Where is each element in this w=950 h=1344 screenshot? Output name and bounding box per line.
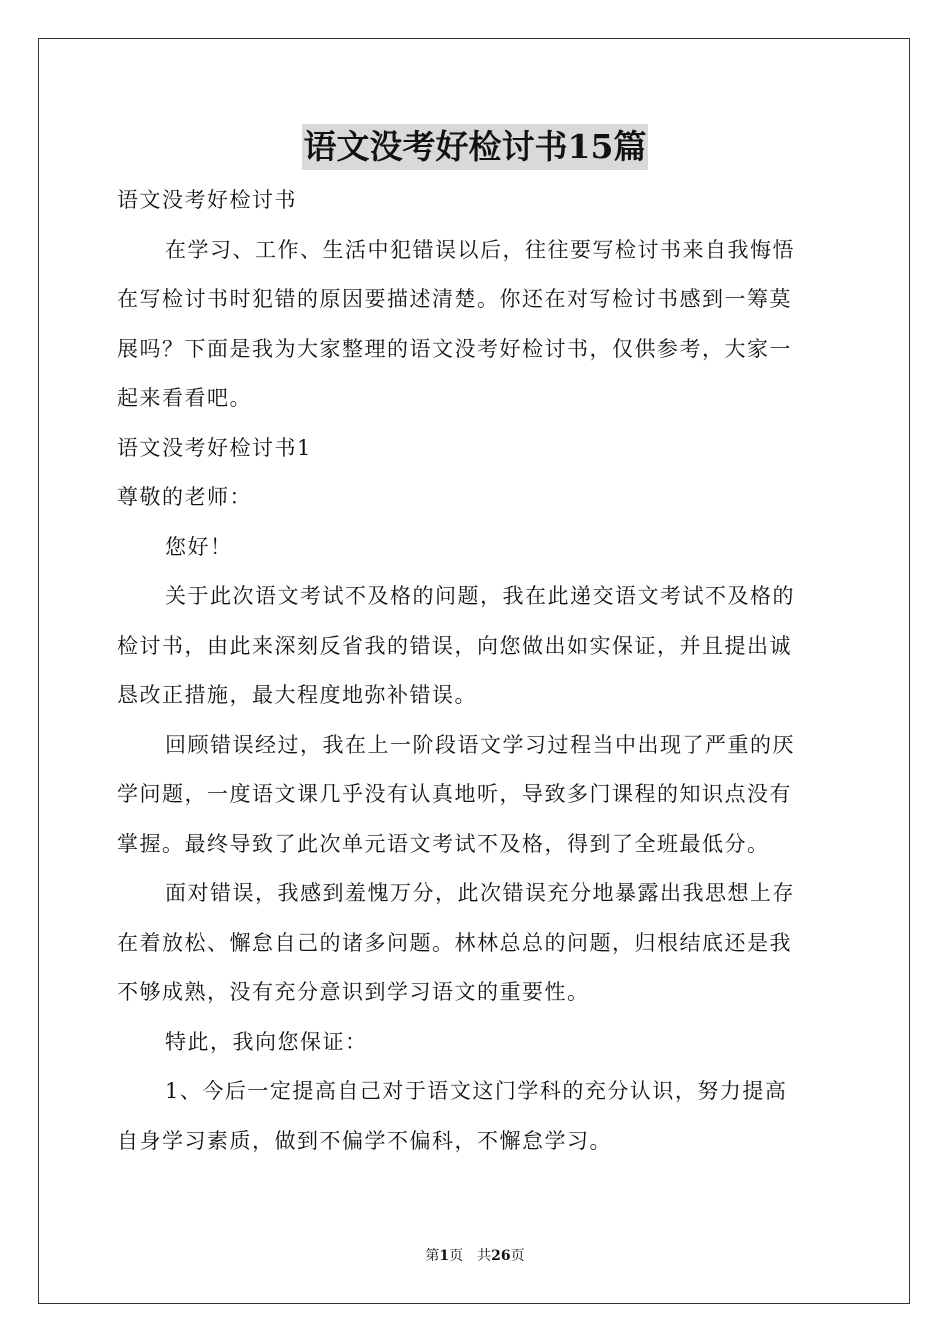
paragraph-line: 在学习、工作、生活中犯错误以后，往往要写检讨书来自我悔悟 xyxy=(165,237,795,262)
paragraph-line: 起来看看吧。 xyxy=(117,386,252,410)
paragraph-line: 掌握。最终导致了此次单元语文考试不及格，得到了全班最低分。 xyxy=(117,831,770,856)
section-heading: 语文没考好检讨书1 xyxy=(117,435,312,460)
paragraph-line: 在写检讨书时犯错的原因要描述清楚。你还在对写检讨书感到一筹莫 xyxy=(117,287,792,311)
paragraph-line: 不够成熟，没有充分意识到学习语文的重要性。 xyxy=(117,980,590,1004)
page-suffix: 页 xyxy=(449,1248,464,1264)
doc-heading: 语文没考好检讨书 xyxy=(117,188,297,212)
paragraph-line: 面对错误，我感到羞愧万分，此次错误充分地暴露出我思想上存 xyxy=(165,881,795,905)
page-current: 1 xyxy=(439,1248,450,1264)
paragraph-line: 展吗？下面是我为大家整理的语文没考好检讨书，仅供参考，大家一 xyxy=(117,336,792,361)
paragraph-line: 检讨书，由此来深刻反省我的错误，向您做出如实保证，并且提出诚 xyxy=(117,633,792,658)
document-title: 语文没考好检讨书15篇 xyxy=(302,124,649,170)
paragraph-line: 恳改正措施，最大程度地弥补错误。 xyxy=(117,683,477,707)
paragraph-line: 关于此次语文考试不及格的问题，我在此递交语文考试不及格的 xyxy=(165,584,795,608)
page-footer xyxy=(0,1246,950,1266)
page-total: 26 xyxy=(491,1248,511,1264)
paragraph-line: 自身学习素质，做到不偏学不偏科，不懈怠学习。 xyxy=(117,1128,612,1153)
total-prefix: 共 xyxy=(477,1248,492,1264)
total-suffix: 页 xyxy=(510,1248,525,1264)
paragraph-line: 学问题，一度语文课几乎没有认真地听，导致多门课程的知识点没有 xyxy=(117,782,792,806)
greeting: 您好！ xyxy=(165,534,233,559)
title-container xyxy=(0,124,950,170)
document-body xyxy=(117,176,835,1166)
paragraph-line: 回顾错误经过，我在上一阶段语文学习过程当中出现了严重的厌 xyxy=(165,732,795,757)
page-prefix: 第 xyxy=(425,1248,440,1264)
paragraph-line: 1、今后一定提高自己对于语文这门学科的充分认识，努力提高 xyxy=(165,1079,788,1103)
paragraph-line: 在着放松、懈怠自己的诸多问题。林林总总的问题，归根结底还是我 xyxy=(117,930,792,955)
paragraph-line: 特此，我向您保证： xyxy=(165,1029,368,1054)
salutation: 尊敬的老师： xyxy=(117,485,252,509)
